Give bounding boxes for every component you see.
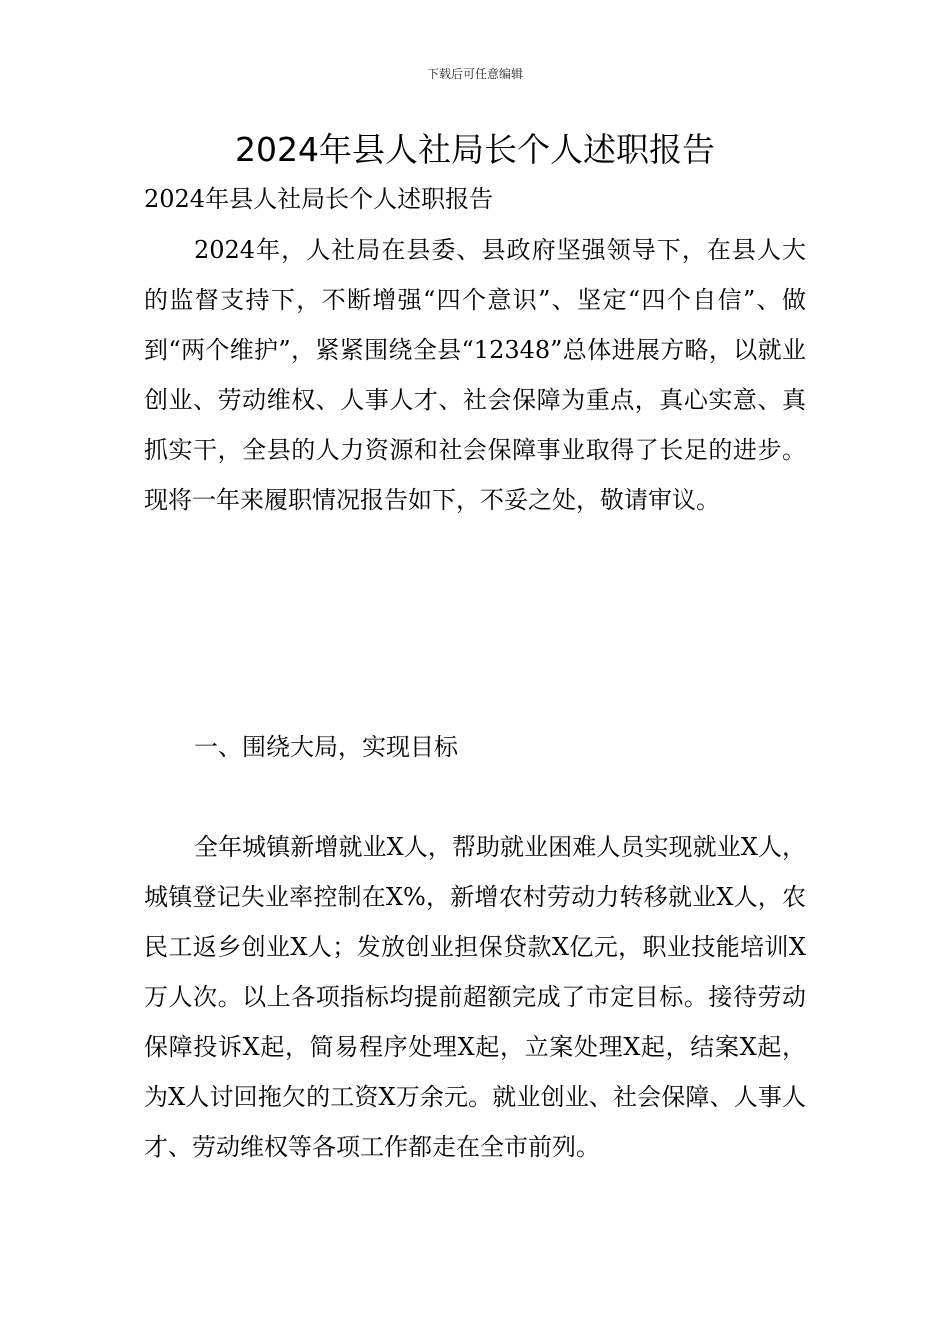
document-subtitle: 2024年县人社局长个人述职报告	[144, 185, 494, 213]
intro-paragraph: 2024年，人社局在县委、县政府坚强领导下，在县人大的监督支持下，不断增强“四个意识”、坚定“四个自信”、做到“两个维护”，紧紧围绕全县“12348”总体进展方略，以就业创业、劳动维权、人事人才、社会保障为重点，真心实意、真抓实干，全县的人力资源和社会保障事业取得了长足的进步。现将一年来履职情况报告如下，不妥之处，敬请审议。	[144, 236, 806, 514]
section-heading-1: 一、围绕大局，实现目标	[194, 733, 458, 761]
section-1-paragraph: 全年城镇新增就业X人，帮助就业困难人员实现就业X人，城镇登记失业率控制在X%，新增农村劳动力转移就业X人，农民工返乡创业X人；发放创业担保贷款X亿元，职业技能培训X万人次。以上各项指标均提前超额完成了市定目标。接待劳动保障投诉X起，简易程序处理X起，立案处理X起，结案X起，为X人讨回拖欠的工资X万余元。就业创业、社会保障、人事人才、劳动维权等各项工作都走在全市前列。	[144, 833, 806, 1161]
header-note: 下载后可任意编辑	[426, 67, 523, 81]
document-title: 2024年县人社局长个人述职报告	[235, 130, 715, 169]
